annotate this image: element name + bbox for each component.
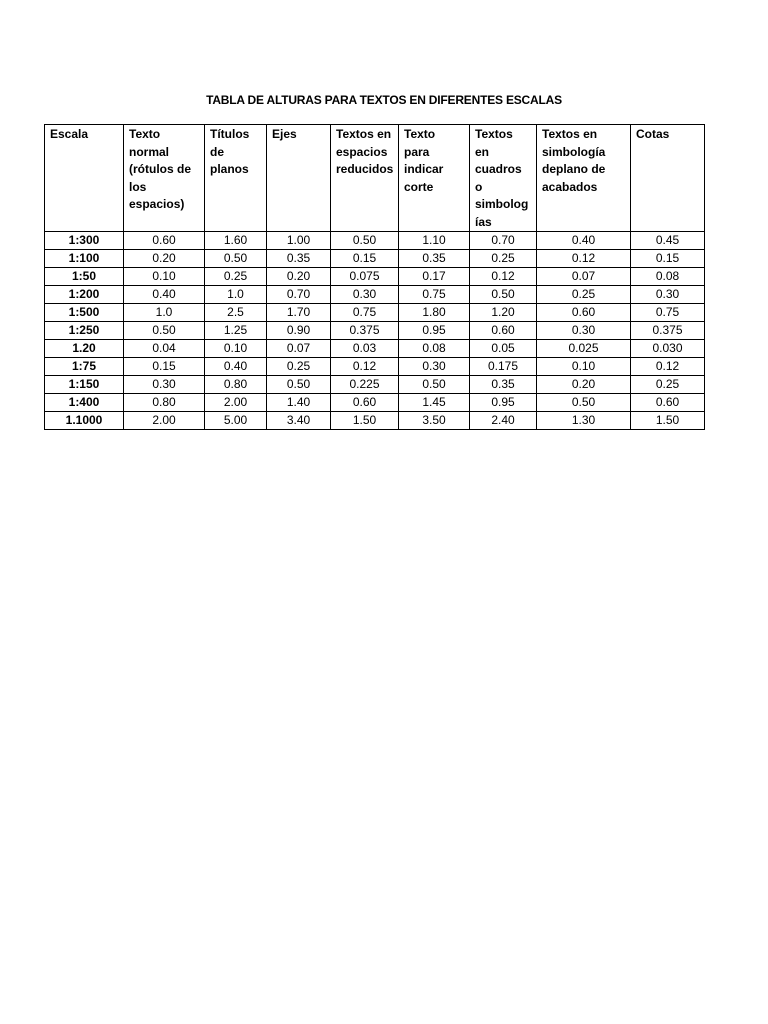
table-cell: 0.25 xyxy=(470,250,537,268)
table-cell: 0.75 xyxy=(399,286,470,304)
table-cell: 0.25 xyxy=(631,376,705,394)
table-row xyxy=(45,304,705,322)
table-cell: 0.20 xyxy=(124,250,205,268)
column-header-textos-espacios-reducidos: Textos en espacios reducidos xyxy=(331,125,399,232)
table-cell: 0.12 xyxy=(470,268,537,286)
table-body xyxy=(45,232,705,430)
scale-cell: 1:50 xyxy=(45,268,124,286)
column-header-ejes: Ejes xyxy=(267,125,331,232)
scale-cell: 1:250 xyxy=(45,322,124,340)
table-cell: 0.07 xyxy=(267,340,331,358)
table-cell: 0.90 xyxy=(267,322,331,340)
table-cell: 0.50 xyxy=(267,376,331,394)
scale-cell: 1.1000 xyxy=(45,412,124,430)
table-cell: 0.15 xyxy=(631,250,705,268)
table-cell: 1.70 xyxy=(267,304,331,322)
table-row xyxy=(45,358,705,376)
table-cell: 0.35 xyxy=(267,250,331,268)
table-cell: 0.40 xyxy=(537,232,631,250)
table-cell: 0.030 xyxy=(631,340,705,358)
table-cell: 1.30 xyxy=(537,412,631,430)
table-cell: 0.30 xyxy=(124,376,205,394)
table-cell: 0.375 xyxy=(631,322,705,340)
table-cell: 2.00 xyxy=(205,394,267,412)
table-cell: 0.10 xyxy=(537,358,631,376)
table-cell: 1.25 xyxy=(205,322,267,340)
column-header-textos-cuadros-simbologias: Textos en cuadros o simbolog ías xyxy=(470,125,537,232)
table-cell: 3.50 xyxy=(399,412,470,430)
column-header-escala: Escala xyxy=(45,125,124,232)
table-row xyxy=(45,286,705,304)
scale-cell: 1:100 xyxy=(45,250,124,268)
table-cell: 0.075 xyxy=(331,268,399,286)
table-cell: 1.60 xyxy=(205,232,267,250)
table-cell: 0.60 xyxy=(537,304,631,322)
table-cell: 0.60 xyxy=(331,394,399,412)
table-cell: 0.60 xyxy=(470,322,537,340)
table-cell: 0.25 xyxy=(537,286,631,304)
table-cell: 0.80 xyxy=(124,394,205,412)
table-cell: 0.35 xyxy=(470,376,537,394)
table-cell: 0.20 xyxy=(537,376,631,394)
table-cell: 0.50 xyxy=(537,394,631,412)
table-cell: 0.375 xyxy=(331,322,399,340)
table-cell: 0.50 xyxy=(124,322,205,340)
table-cell: 0.05 xyxy=(470,340,537,358)
table-cell: 1.40 xyxy=(267,394,331,412)
table-cell: 1.20 xyxy=(470,304,537,322)
table-cell: 0.03 xyxy=(331,340,399,358)
table-cell: 0.60 xyxy=(124,232,205,250)
table-row xyxy=(45,412,705,430)
table-cell: 0.12 xyxy=(631,358,705,376)
table-cell: 0.75 xyxy=(331,304,399,322)
scale-cell: 1:75 xyxy=(45,358,124,376)
table-cell: 1.45 xyxy=(399,394,470,412)
table-cell: 0.30 xyxy=(537,322,631,340)
table-cell: 0.30 xyxy=(631,286,705,304)
table-cell: 0.20 xyxy=(267,268,331,286)
table-cell: 1.00 xyxy=(267,232,331,250)
table-cell: 1.80 xyxy=(399,304,470,322)
scale-cell: 1:500 xyxy=(45,304,124,322)
table-cell: 0.60 xyxy=(631,394,705,412)
table-cell: 0.07 xyxy=(537,268,631,286)
column-header-textos-simbologia-acabados: Textos en simbología deplano de acabados xyxy=(537,125,631,232)
table-cell: 0.70 xyxy=(267,286,331,304)
scale-cell: 1:150 xyxy=(45,376,124,394)
table-row xyxy=(45,250,705,268)
table-cell: 0.10 xyxy=(124,268,205,286)
column-header-texto-normal: Texto normal (rótulos de los espacios) xyxy=(124,125,205,232)
table-cell: 0.12 xyxy=(537,250,631,268)
table-row xyxy=(45,322,705,340)
table-cell: 0.35 xyxy=(399,250,470,268)
table-cell: 0.04 xyxy=(124,340,205,358)
table-cell: 2.00 xyxy=(124,412,205,430)
table-row xyxy=(45,340,705,358)
table-header-row xyxy=(45,125,705,232)
table-cell: 0.30 xyxy=(399,358,470,376)
page-title: TABLA DE ALTURAS PARA TEXTOS EN DIFERENTES ESCALAS xyxy=(206,93,562,107)
table-cell: 0.50 xyxy=(205,250,267,268)
table-cell: 0.40 xyxy=(124,286,205,304)
table-cell: 0.15 xyxy=(124,358,205,376)
scale-cell: 1.20 xyxy=(45,340,124,358)
table-cell: 0.95 xyxy=(399,322,470,340)
table-cell: 1.0 xyxy=(124,304,205,322)
table-row xyxy=(45,232,705,250)
table-cell: 0.25 xyxy=(205,268,267,286)
table-cell: 1.10 xyxy=(399,232,470,250)
table-cell: 0.30 xyxy=(331,286,399,304)
table-cell: 0.10 xyxy=(205,340,267,358)
table-cell: 0.70 xyxy=(470,232,537,250)
table-cell: 0.50 xyxy=(331,232,399,250)
table-row xyxy=(45,268,705,286)
table-cell: 2.5 xyxy=(205,304,267,322)
scale-cell: 1:300 xyxy=(45,232,124,250)
table-cell: 0.40 xyxy=(205,358,267,376)
table-cell: 0.08 xyxy=(631,268,705,286)
table-cell: 3.40 xyxy=(267,412,331,430)
table-row xyxy=(45,376,705,394)
table-cell: 1.0 xyxy=(205,286,267,304)
table-cell: 2.40 xyxy=(470,412,537,430)
table-cell: 0.25 xyxy=(267,358,331,376)
table-cell: 0.15 xyxy=(331,250,399,268)
table-cell: 0.50 xyxy=(470,286,537,304)
table-cell: 0.12 xyxy=(331,358,399,376)
table-cell: 0.025 xyxy=(537,340,631,358)
table-cell: 5.00 xyxy=(205,412,267,430)
text-heights-table xyxy=(44,124,705,430)
table-cell: 0.80 xyxy=(205,376,267,394)
table-cell: 0.50 xyxy=(399,376,470,394)
table-cell: 0.95 xyxy=(470,394,537,412)
table-cell: 0.225 xyxy=(331,376,399,394)
column-header-titulos-de-planos: Títulos de planos xyxy=(205,125,267,232)
column-header-texto-indicar-corte: Texto para indicar corte xyxy=(399,125,470,232)
table-row xyxy=(45,394,705,412)
column-header-cotas: Cotas xyxy=(631,125,705,232)
table-cell: 0.17 xyxy=(399,268,470,286)
table-cell: 0.45 xyxy=(631,232,705,250)
table-cell: 0.08 xyxy=(399,340,470,358)
scale-cell: 1:400 xyxy=(45,394,124,412)
scale-cell: 1:200 xyxy=(45,286,124,304)
table-cell: 0.75 xyxy=(631,304,705,322)
table-cell: 1.50 xyxy=(631,412,705,430)
table-cell: 0.175 xyxy=(470,358,537,376)
table-cell: 1.50 xyxy=(331,412,399,430)
